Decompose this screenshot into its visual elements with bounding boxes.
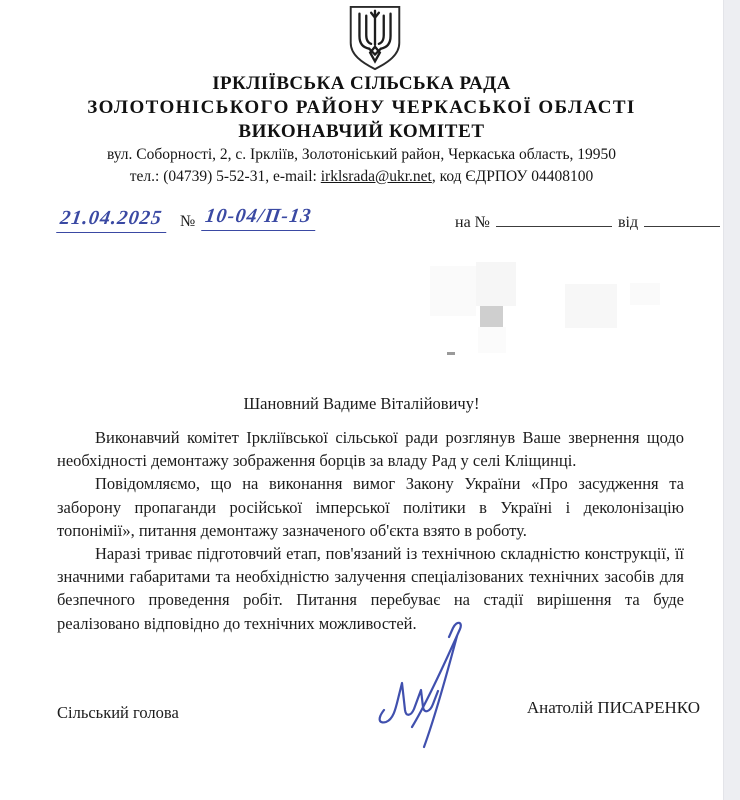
incoming-from-label: від: [617, 214, 639, 231]
district-line: ЗОЛОТОНІСЬКОГО РАЙОНУ ЧЕРКАСЬКОЇ ОБЛАСТІ: [87, 97, 636, 118]
outgoing-date-handwritten: 21.04.2025: [56, 207, 170, 233]
contact-prefix: тел.: (04739) 5-52-31, e-mail:: [129, 168, 321, 185]
redaction-pixel: [476, 262, 516, 306]
incoming-label: на №: [455, 214, 490, 231]
email-address: irklsrada@ukr.net: [320, 168, 432, 185]
contact-suffix: , код ЄДРПОУ 04408100: [431, 168, 594, 185]
incoming-number-blank: [496, 212, 612, 227]
paragraph: Виконавчий комітет Іркліївської сільської ради розглянув Ваше звернення щодо необхідності демонтажу зображення борців за владу Рад у селі Кліщинці.: [57, 428, 684, 471]
committee-line: ВИКОНАВЧИЙ КОМІТЕТ: [238, 121, 485, 142]
incoming-date-blank: [644, 212, 720, 227]
handwritten-signature-icon: [368, 612, 488, 750]
council-name: ІРКЛІЇВСЬКА СІЛЬСЬКА РАДА: [212, 73, 511, 94]
redaction-pixel: [478, 327, 506, 353]
address-line: вул. Соборності, 2, с. Іркліїв, Золотоніський район, Черкаська область, 19950: [106, 146, 617, 163]
ukraine-trident-emblem-icon: [344, 4, 406, 72]
signer-position-title: Сільський голова: [57, 703, 179, 722]
salutation: Шановний Вадиме Віталійовичу!: [243, 394, 480, 413]
scrollbar-track[interactable]: [723, 0, 740, 800]
paragraph: Повідомляємо, що на виконання вимог Закону України «Про засудження та заборону пропаганди російської імперської політики в Україні і деколонізацію топонімії», питання демонтажу зазначеного об'єкта взято в роботу.: [57, 474, 684, 540]
redaction-pixel: [480, 306, 503, 327]
paragraph: Наразі триває підготовчий етап, пов'язаний із технічною складністю конструкції, її значними габаритами та необхідністю залучення спеціалізованих технічних засобів для безпечного проведення робіт. Питання перебуває на стадії вирішення та буде реалізовано відповідно до технічних можливостей.: [57, 544, 684, 633]
redaction-pixel: [430, 266, 476, 316]
redaction-pixel: [565, 284, 617, 328]
signer-name: Анатолій ПИСАРЕНКО: [526, 698, 700, 717]
redaction-pixel: [630, 283, 660, 305]
letter-body: [57, 426, 684, 635]
number-sign: №: [180, 213, 196, 230]
outgoing-number-handwritten: 10-04/П-13: [201, 205, 319, 231]
contact-line: [0, 168, 723, 186]
incoming-reference-line: [455, 212, 720, 232]
redaction-pixel: [447, 352, 455, 355]
